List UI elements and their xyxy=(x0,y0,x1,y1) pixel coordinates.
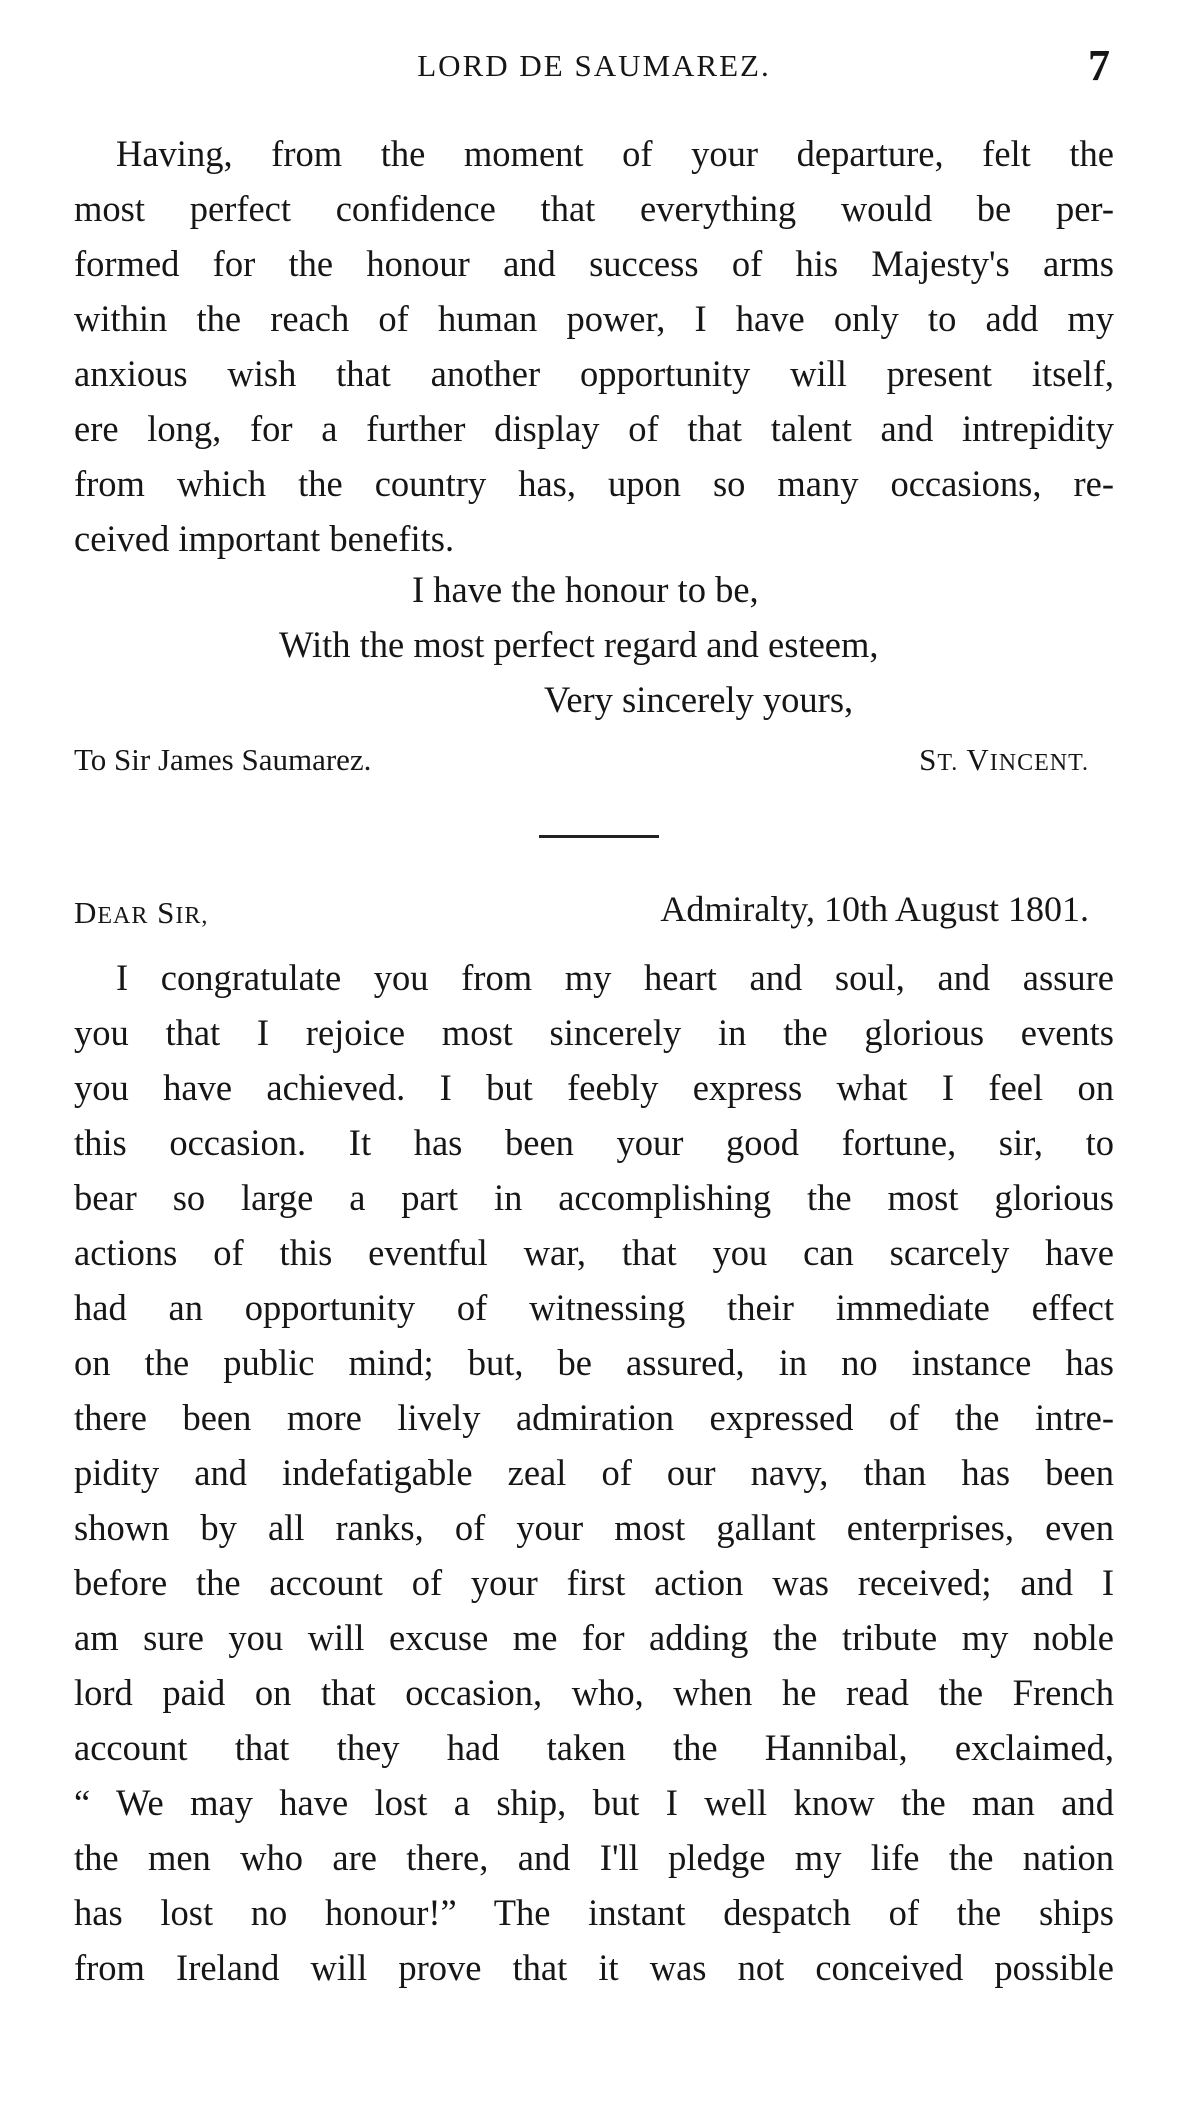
addressee: To Sir James Saumarez. xyxy=(74,742,372,777)
body-line: this occasion. It has been your good fortune, sir, to xyxy=(74,1122,1114,1163)
body-line: you have achieved. I but feebly express what I feel on xyxy=(74,1067,1114,1108)
body-line: shown by all ranks, of your most gallant enterprises, even xyxy=(74,1507,1114,1548)
body-line: formed for the honour and success of his Majesty's arms xyxy=(74,243,1114,284)
body-line: ere long, for a further display of that talent and intrepidity xyxy=(74,408,1114,449)
body-line: has lost no honour!” The instant despatch of the ships xyxy=(74,1892,1114,1933)
body-line: the men who are there, and I'll pledge my life the nation xyxy=(74,1837,1114,1878)
closing-line-3: Very sincerely yours, xyxy=(544,679,854,720)
body-line: account that they had taken the Hannibal, exclaimed, xyxy=(74,1727,1114,1768)
body-line: within the reach of human power, I have only to add my xyxy=(74,298,1114,339)
body-line: pidity and indefatigable zeal of our navy, than has been xyxy=(74,1452,1114,1493)
running-title: LORD DE SAUMAREZ. xyxy=(417,48,771,83)
body-line: had an opportunity of witnessing their immediate effect xyxy=(74,1287,1114,1328)
body-line: am sure you will excuse me for adding the tribute my noble xyxy=(74,1617,1114,1658)
body-line: “ We may have lost a ship, but I well know the man and xyxy=(74,1782,1114,1823)
body-line: actions of this eventful war, that you can scarcely have xyxy=(74,1232,1114,1273)
body-line: from Ireland will prove that it was not conceived possible xyxy=(74,1947,1114,1988)
dateline: Admiralty, 10th August 1801. xyxy=(660,889,1089,929)
closing-line-2: With the most perfect regard and esteem, xyxy=(279,624,879,665)
closing-line-1: I have the honour to be, xyxy=(412,569,759,610)
body-line: from which the country has, upon so many occasions, re- xyxy=(74,463,1114,504)
running-head xyxy=(74,40,1114,100)
salutation: DEAR SIR, xyxy=(74,895,209,930)
body-line: on the public mind; but, be assured, in no instance has xyxy=(74,1342,1114,1383)
body-line: bear so large a part in accomplishing the most glorious xyxy=(74,1177,1114,1218)
body-line: you that I rejoice most sincerely in the glorious events xyxy=(74,1012,1114,1053)
page-number: 7 xyxy=(1088,41,1110,90)
body-line: most perfect confidence that everything would be per- xyxy=(74,188,1114,229)
letter-1-body xyxy=(74,126,1114,566)
body-line: lord paid on that occasion, who, when he read the French xyxy=(74,1672,1114,1713)
signature: ST. VINCENT. xyxy=(919,742,1089,777)
section-divider xyxy=(539,835,659,838)
body-line: Having, from the moment of your departure, felt the xyxy=(116,133,1114,174)
body-line: anxious wish that another opportunity will present itself, xyxy=(74,353,1114,394)
body-line: there been more lively admiration expressed of the intre- xyxy=(74,1397,1114,1438)
body-line: I congratulate you from my heart and soul, and assure xyxy=(116,957,1114,998)
body-line: before the account of your first action was received; and I xyxy=(74,1562,1114,1603)
letter-2-body xyxy=(74,950,1114,1995)
body-line: ceived important benefits. xyxy=(74,518,455,559)
